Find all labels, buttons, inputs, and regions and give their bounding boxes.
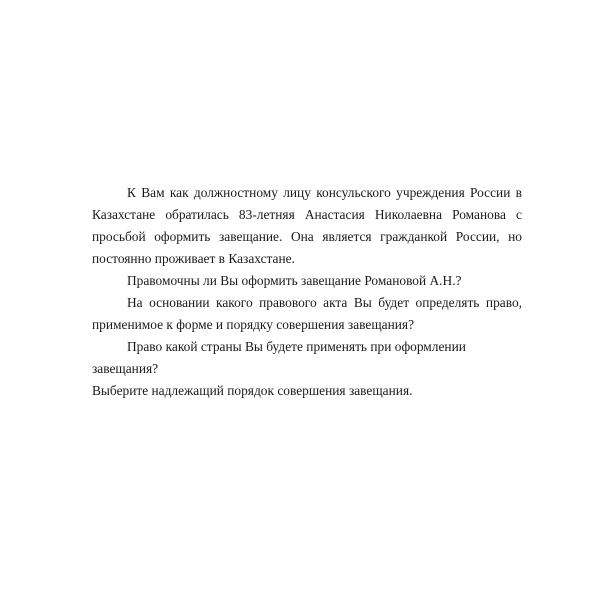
question-3: Право какой страны Вы будете применять при оформлении завещания? [92, 339, 466, 376]
case-description-paragraph: К Вам как должностному лицу консульского учреждения России в Казахстане обратилась 83-летняя Анастасия Николаевна Романова с просьбой оформить завещание. Она является гражданкой России, но постоянно проживает в Казахстане. [92, 185, 522, 266]
question-1: Правомочны ли Вы оформить завещание Романовой А.Н.? [127, 273, 462, 288]
document-page [92, 182, 522, 402]
question-2: На основании какого правового акта Вы будет определять право, применимое к форме и порядку совершения завещания? [92, 295, 522, 332]
question-4: Выберите надлежащий порядок совершения завещания. [92, 383, 413, 398]
